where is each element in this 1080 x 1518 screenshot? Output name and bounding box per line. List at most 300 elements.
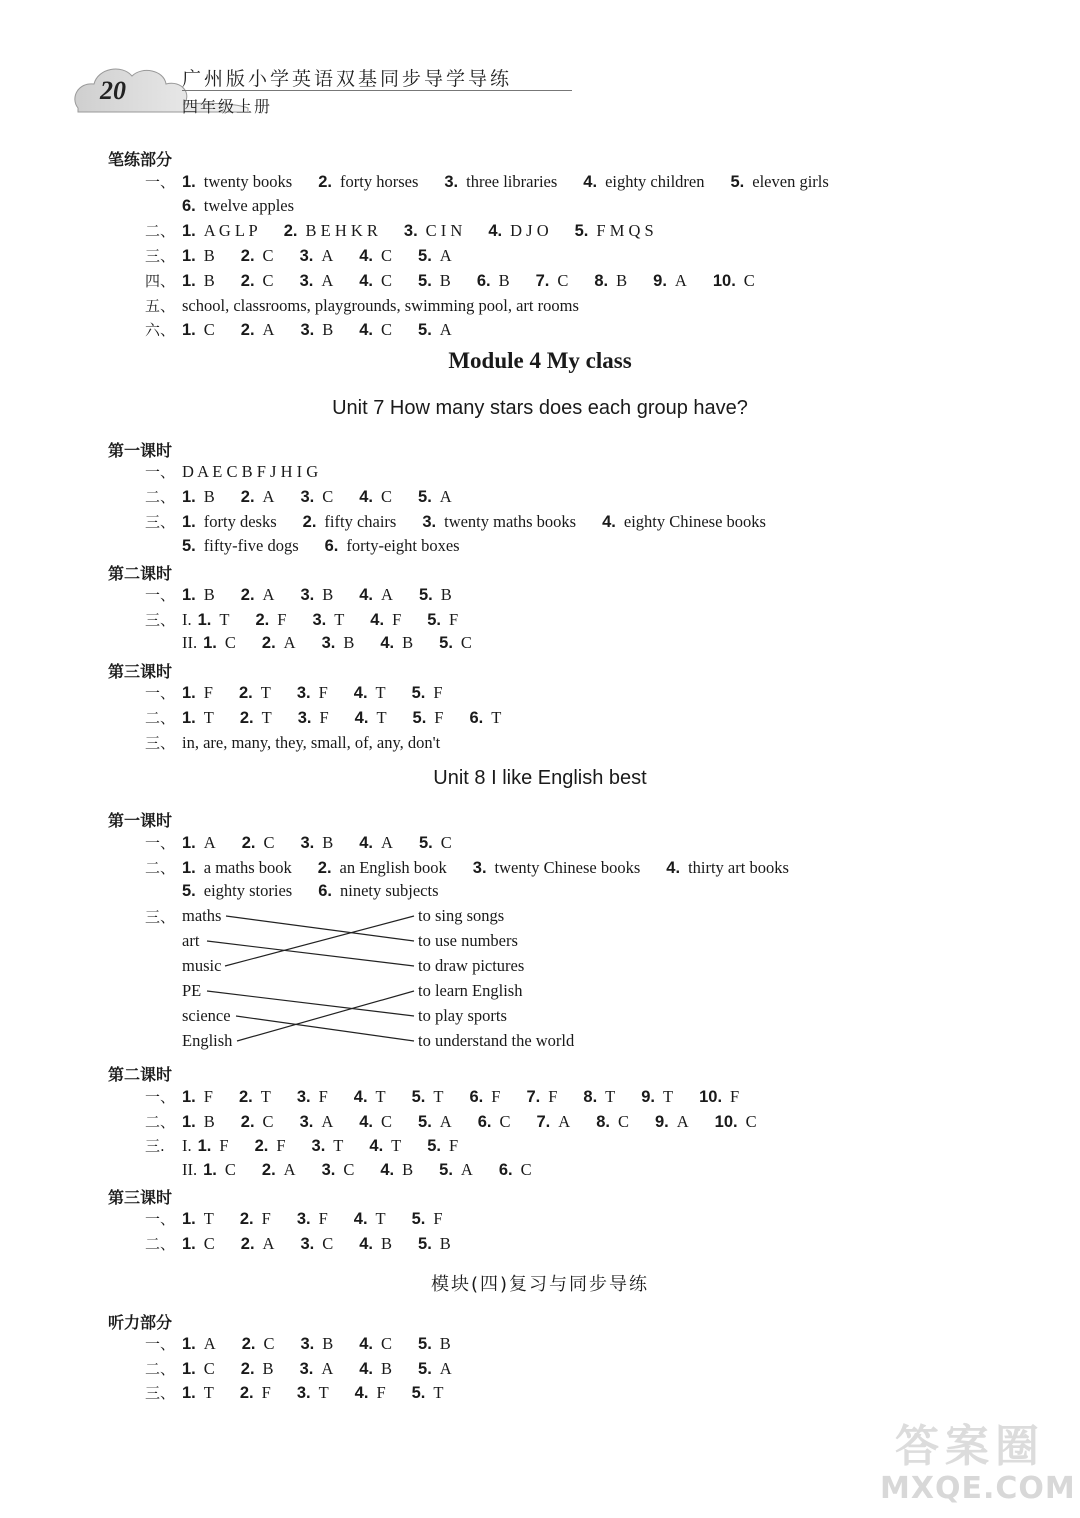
item-number: 1. [182, 1335, 196, 1353]
item-answer: F [203, 1087, 213, 1106]
answer-item [300, 1334, 333, 1354]
item-number: 6. [469, 1088, 484, 1106]
answer-item [478, 1112, 511, 1132]
item-number: 2. [238, 1088, 253, 1106]
roman-label: I. [182, 609, 192, 629]
item-number: 4. [359, 834, 374, 852]
answer-row [145, 1382, 469, 1403]
roman-label: II. [182, 1159, 198, 1179]
answer-item [655, 1112, 689, 1132]
item-number: 4. [666, 858, 681, 877]
item-number: 2. [240, 321, 255, 340]
answer-item [439, 1160, 473, 1180]
item-number: 5. [418, 487, 432, 506]
module-title: Module 4 My class [448, 348, 632, 373]
item-answer: F [319, 708, 329, 727]
match-right-item: to learn English [418, 981, 523, 1000]
match-left-item: science [182, 1006, 231, 1025]
answer-row [145, 1111, 783, 1132]
row-label: 一、 [145, 1210, 176, 1228]
item-answer: T [491, 708, 502, 727]
item-answer: C [263, 833, 275, 852]
item-answer: A [262, 585, 275, 604]
match-right-item: to understand the world [418, 1031, 575, 1050]
item-number: 1. [182, 173, 196, 191]
item-answer: forty horses [340, 172, 419, 191]
answer-item [354, 1087, 386, 1107]
answer-item [427, 1136, 458, 1156]
item-number: 2. [241, 1335, 256, 1353]
item-number: 3. [300, 487, 315, 506]
item-answer: A [439, 320, 452, 340]
item-number: 6. [182, 196, 196, 215]
item-answer: T [376, 708, 387, 727]
item-number: 3. [300, 1235, 315, 1253]
item-number: 4. [369, 1137, 384, 1155]
row-label: 一、 [145, 463, 176, 481]
item-answer: T [333, 1136, 344, 1155]
match-right-item: to draw pictures [418, 956, 525, 975]
answer-row [145, 1358, 478, 1379]
row-label: 六、 [145, 321, 176, 340]
item-answer: three libraries [466, 172, 558, 191]
item-number: 5. [411, 1088, 426, 1106]
item-answer: twelve apples [203, 195, 295, 215]
item-answer: A [262, 486, 275, 506]
item-answer: F M Q S [596, 221, 654, 241]
item-number: 5. [418, 271, 432, 290]
item-answer: T [260, 683, 271, 702]
item-answer: B [203, 270, 215, 290]
watermark-logo: 答案圈 [895, 1421, 1045, 1472]
item-answer: F [318, 1087, 328, 1106]
item-number: 5. [182, 536, 196, 555]
item-number: 3. [321, 634, 336, 653]
item-number: 1. [197, 1137, 212, 1155]
item-answer: A [283, 633, 296, 653]
item-answer: eighty children [605, 172, 705, 191]
item-number: 3. [296, 1210, 311, 1228]
item-number: 1. [182, 834, 196, 852]
item-number: 2. [240, 247, 255, 266]
item-number: 5. [412, 709, 427, 727]
item-number: 2. [239, 1210, 254, 1228]
item-answer: A [460, 1159, 473, 1179]
row-label: 二、 [145, 709, 176, 727]
watermark-url: MXQE.COM [880, 1471, 1076, 1506]
row-label: 一、 [145, 1088, 176, 1106]
item-number: 5. [411, 1384, 426, 1403]
answer-item [322, 1160, 355, 1180]
item-number: 1. [182, 1210, 196, 1228]
item-number: 1. [182, 1112, 196, 1131]
answer-item [242, 1334, 275, 1354]
answer-item [412, 1209, 443, 1229]
item-answer: B [616, 270, 628, 290]
item-answer: eleven girls [752, 172, 829, 191]
item-number: 2. [254, 1137, 269, 1155]
item-number: 1. [197, 610, 212, 629]
row-text: in, are, many, they, small, of, any, don't [182, 733, 441, 752]
row-label: 二、 [145, 1359, 176, 1378]
item-answer: A [558, 1111, 571, 1131]
match-left-item: music [182, 956, 222, 975]
answer-item [300, 1359, 334, 1379]
row-label: 三、 [145, 247, 176, 266]
item-answer: C [262, 246, 274, 266]
item-answer: C [460, 633, 472, 653]
item-number: 1. [203, 1160, 217, 1179]
item-number: 10. [714, 1112, 738, 1131]
item-number: 2. [240, 1359, 255, 1378]
review-title: 模块(四)复习与同步导练 [430, 1274, 650, 1295]
item-number: 3. [300, 586, 315, 604]
item-answer: B [439, 270, 451, 290]
item-number: 9. [654, 1112, 669, 1131]
item-answer: C [322, 486, 334, 506]
item-answer: C [440, 833, 452, 852]
answer-item [715, 1112, 757, 1132]
item-number: 1. [182, 586, 196, 604]
item-number: 6. [318, 882, 332, 901]
match-connector-line [207, 991, 414, 1016]
item-answer: F [261, 1383, 271, 1403]
item-number: 3. [299, 271, 314, 290]
item-number: 4. [488, 222, 503, 241]
row-label: 一、 [145, 586, 176, 604]
item-answer: C [381, 486, 393, 506]
item-answer: fifty-five dogs [203, 535, 299, 555]
item-number: 3. [296, 1384, 311, 1403]
answer-item [240, 1383, 271, 1403]
item-number: 4. [359, 1359, 374, 1378]
item-number: 2. [240, 271, 255, 290]
match-left-item: art [182, 931, 200, 950]
item-answer: F [392, 609, 402, 629]
row-label: 一、 [145, 173, 176, 191]
row-text: D A E C B F J H I G [182, 462, 319, 481]
item-answer: T [203, 708, 214, 727]
item-answer: twenty maths books [444, 511, 577, 531]
item-number: 1. [182, 271, 196, 290]
item-answer: B [343, 633, 355, 653]
match-left-item: English [182, 1031, 233, 1050]
item-number: 2. [240, 586, 255, 604]
row-label: 三、 [145, 1384, 176, 1403]
item-answer: B [402, 633, 414, 653]
book-title: 广州版小学英语双基同步导学导练 [182, 68, 513, 90]
item-answer: forty-eight boxes [346, 535, 460, 555]
item-number: 3. [403, 222, 418, 241]
answer-item [537, 1112, 571, 1132]
answer-item [418, 1334, 451, 1354]
row-text: school, classrooms, playgrounds, swimming pool, art rooms [182, 295, 579, 315]
item-answer: F [219, 1136, 229, 1155]
row-label: 二、 [145, 858, 176, 877]
answer-item [412, 1383, 444, 1403]
answer-item [182, 1359, 215, 1379]
answer-item [354, 1209, 386, 1229]
item-number: 6. [477, 1112, 492, 1131]
row-label: 三、 [145, 908, 176, 926]
item-answer: C [381, 1111, 393, 1131]
answer-item [369, 1136, 401, 1156]
item-answer: B [203, 486, 215, 506]
item-number: 3. [321, 1160, 336, 1179]
roman-label: II. [182, 633, 198, 653]
answer-row [145, 1208, 469, 1229]
item-answer: F [276, 1136, 286, 1155]
answer-row [145, 1160, 558, 1180]
item-number: 2. [261, 634, 276, 653]
section-heading: 笔练部分 [108, 150, 173, 169]
item-answer: C [381, 320, 393, 340]
item-answer: C [262, 270, 274, 290]
item-answer: A [381, 585, 393, 604]
item-number: 2. [239, 709, 254, 727]
item-number: 3. [300, 1335, 315, 1353]
item-number: 4. [354, 709, 369, 727]
answer-item [297, 1209, 328, 1229]
item-number: 3. [297, 709, 312, 727]
row-label: 五、 [145, 296, 176, 315]
item-answer: T [334, 609, 345, 629]
item-answer: T [375, 1209, 386, 1228]
answer-item [255, 1136, 286, 1156]
answer-item [641, 1087, 673, 1107]
item-answer: F [261, 1209, 271, 1228]
item-answer: a maths book [203, 857, 292, 877]
item-answer: T [203, 1383, 214, 1403]
item-number: 5. [730, 173, 745, 191]
match-left-item: PE [182, 981, 202, 1000]
item-answer: an English book [339, 857, 447, 877]
item-number: 6. [498, 1160, 513, 1179]
item-answer: T [219, 609, 230, 629]
item-number: 2. [261, 1160, 276, 1179]
item-number: 6. [324, 536, 339, 555]
item-answer: twenty books [203, 172, 293, 191]
item-number: 1. [182, 1235, 196, 1253]
item-answer: F [433, 683, 443, 702]
item-number: 1. [182, 1384, 196, 1403]
item-answer: C [381, 270, 393, 290]
item-answer: eighty stories [203, 881, 293, 901]
answer-item [182, 1087, 213, 1107]
item-number: 5. [574, 222, 589, 241]
answer-item [198, 1136, 229, 1156]
item-answer: C [263, 1334, 275, 1353]
item-number: 5. [411, 684, 426, 702]
item-answer: A [439, 1358, 452, 1378]
answer-item [241, 1234, 275, 1254]
item-answer: B [203, 585, 215, 604]
answer-item [380, 1160, 413, 1180]
item-answer: B [322, 833, 334, 852]
item-number: 3. [296, 684, 311, 702]
item-number: 5. [418, 834, 433, 852]
item-number: 5. [427, 1137, 442, 1155]
item-answer: T [375, 1087, 386, 1106]
section-heading: 第二课时 [108, 564, 173, 583]
item-number: 3. [422, 512, 437, 531]
item-number: 5. [439, 634, 453, 653]
item-number: 4. [370, 610, 385, 629]
item-number: 5. [418, 1112, 432, 1131]
item-number: 1. [182, 512, 196, 531]
item-number: 2. [240, 1235, 255, 1253]
item-answer: T [391, 1136, 402, 1155]
answer-item [241, 1112, 274, 1132]
item-number: 3. [300, 321, 315, 340]
item-answer: T [433, 1087, 444, 1106]
item-answer: F [433, 1209, 443, 1228]
answer-item [182, 1234, 215, 1254]
item-answer: A [439, 246, 452, 266]
answer-item [300, 1112, 334, 1132]
answer-item [312, 1136, 344, 1156]
answer-item [359, 1359, 392, 1379]
answer-item [418, 1234, 451, 1254]
item-number: 4. [359, 586, 374, 604]
item-number: 2. [283, 222, 298, 241]
item-number: 2. [302, 512, 317, 531]
answer-item [239, 1087, 271, 1107]
item-number: 4. [359, 1235, 374, 1253]
item-answer: A [439, 1111, 452, 1131]
item-answer: F [203, 683, 213, 702]
item-answer: B [322, 585, 334, 604]
item-number: 3. [444, 173, 459, 191]
answer-item [359, 1334, 392, 1354]
answer-item [596, 1112, 629, 1132]
item-number: 3. [296, 1088, 311, 1106]
section-heading: 第一课时 [108, 441, 173, 460]
item-number: 4. [359, 1112, 374, 1131]
item-number: 4. [602, 512, 616, 531]
item-answer: T [261, 708, 272, 727]
unit-title: Unit 7 How many stars does each group have? [332, 397, 748, 419]
item-number: 5. [418, 586, 433, 604]
item-answer: D J O [510, 221, 549, 241]
answer-item [262, 1160, 296, 1180]
item-answer: B [203, 246, 215, 266]
item-answer: T [663, 1087, 674, 1106]
item-number: 2. [240, 1112, 255, 1131]
item-number: 3. [299, 247, 314, 266]
item-answer: F [491, 1087, 501, 1106]
item-answer: C [743, 270, 755, 290]
item-answer: C [224, 633, 236, 653]
row-label: 二、 [145, 1235, 176, 1253]
item-number: 7. [535, 271, 550, 290]
item-answer: T [605, 1087, 616, 1106]
answer-item [182, 1209, 214, 1229]
item-number: 1. [182, 222, 196, 241]
item-number: 7. [536, 1112, 551, 1131]
item-answer: C I N [425, 221, 463, 241]
section-heading: 第三课时 [108, 662, 173, 681]
page-number: 20 [100, 76, 126, 105]
unit-title: Unit 8 I like English best [433, 767, 647, 789]
item-answer: F [449, 1136, 459, 1155]
item-number: 8. [594, 271, 609, 290]
item-number: 1. [182, 684, 196, 702]
item-answer: A G L P [203, 221, 258, 241]
item-number: 10. [712, 271, 736, 290]
item-answer: A [262, 320, 275, 340]
answer-item [241, 1359, 274, 1379]
item-number: 8. [596, 1112, 610, 1131]
item-number: 5. [182, 882, 196, 901]
item-number: 1. [182, 247, 196, 266]
item-number: 3. [311, 1137, 326, 1155]
row-label: 二、 [145, 487, 176, 506]
match-connector-line [237, 991, 414, 1041]
item-answer: forty desks [203, 511, 277, 531]
answer-row [145, 1233, 477, 1254]
item-number: 4. [359, 1335, 374, 1353]
answer-item [355, 1383, 386, 1403]
book-subtitle: 四年级上册 [182, 97, 273, 116]
item-answer: A [321, 270, 334, 290]
answer-row [145, 1135, 484, 1156]
item-answer: T [260, 1087, 271, 1106]
item-answer: F [449, 609, 459, 629]
row-label: 三、 [145, 610, 176, 629]
item-number: 4. [353, 1088, 368, 1106]
answer-item [418, 1359, 452, 1379]
item-number: 4. [359, 487, 374, 506]
item-number: 5. [418, 1359, 432, 1378]
section-heading: 第三课时 [108, 1188, 173, 1207]
item-number: 4. [359, 321, 374, 340]
item-answer: A [439, 486, 452, 506]
answer-item [469, 1087, 500, 1107]
answer-row [145, 1333, 477, 1354]
item-answer: B E H K R [305, 221, 378, 241]
item-answer: F [730, 1087, 740, 1106]
item-number: 2. [317, 858, 332, 877]
match-right-item: to sing songs [418, 906, 505, 925]
row-label: 三、 [145, 512, 176, 531]
row-label: 三、 [145, 734, 176, 752]
row-label: 一、 [145, 834, 176, 852]
item-answer: A [283, 1159, 296, 1179]
item-number: 4. [583, 173, 598, 191]
item-answer: T [375, 683, 386, 702]
match-right-item: to use numbers [418, 931, 518, 950]
answer-item [182, 1383, 214, 1403]
item-answer: A [321, 1111, 334, 1131]
item-answer: C [203, 1358, 215, 1378]
item-number: 9. [653, 271, 667, 290]
item-answer: C [381, 1334, 393, 1353]
match-connector-line [225, 916, 414, 966]
item-answer: A [674, 270, 687, 290]
item-answer: C [224, 1159, 236, 1179]
match-left-item: maths [182, 906, 222, 925]
item-answer: A [381, 833, 393, 852]
item-number: 6. [469, 709, 484, 727]
roman-label: I. [182, 1136, 192, 1155]
item-answer: C [322, 1234, 334, 1253]
item-answer: C [745, 1111, 757, 1131]
item-number: 1. [182, 321, 196, 340]
item-number: 5. [418, 1335, 432, 1353]
match-right-item: to play sports [418, 1006, 507, 1025]
item-number: 7. [526, 1088, 541, 1106]
